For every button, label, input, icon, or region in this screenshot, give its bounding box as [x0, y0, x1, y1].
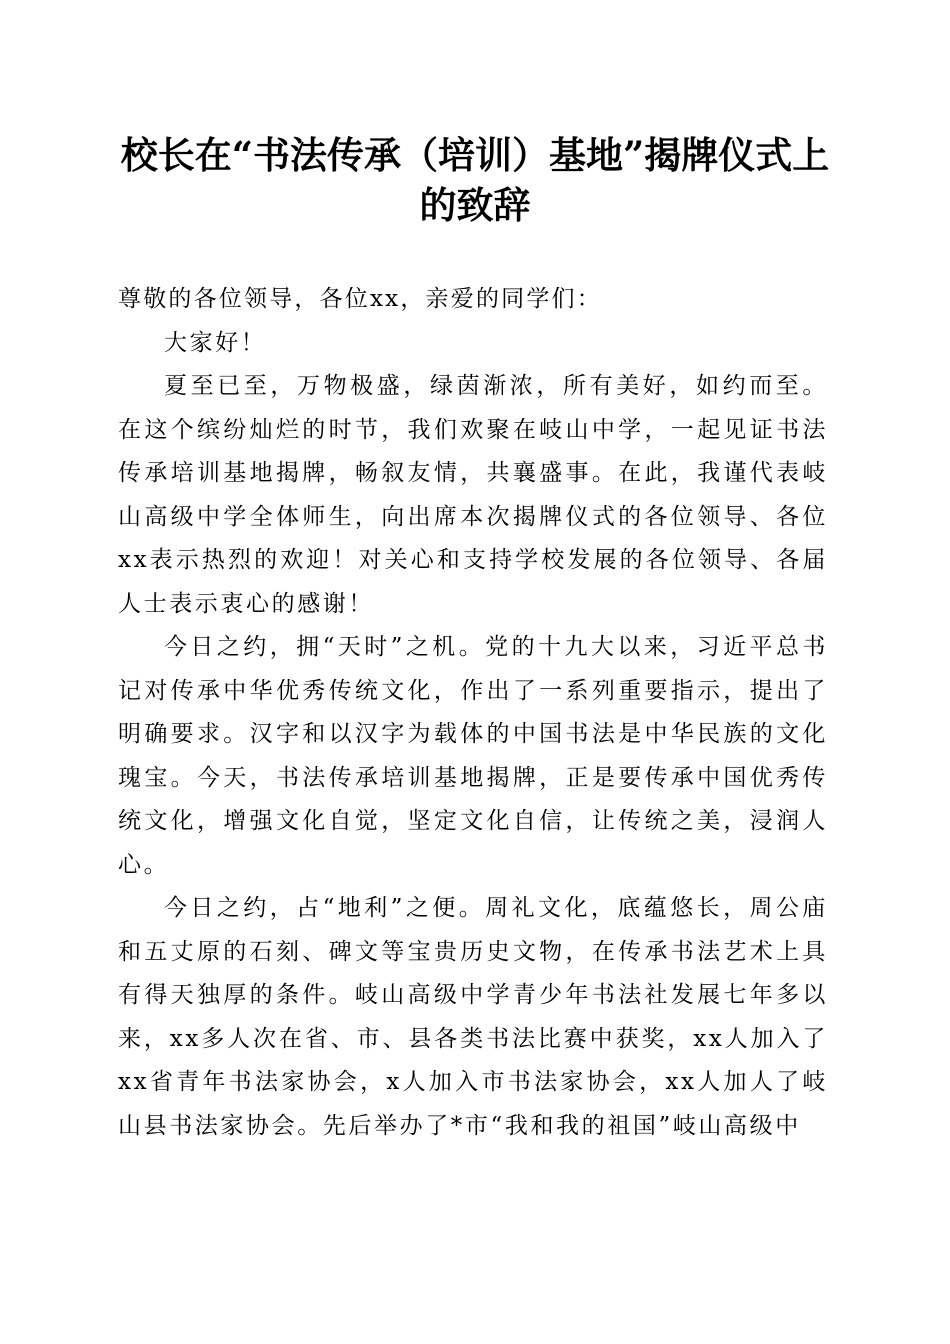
document-body	[118, 278, 828, 1148]
document-title	[110, 130, 840, 230]
paragraph-tianshi: 今日之约，拥“天时”之机。党的十九大以来，习近平总书记对传承中华优秀传统文化，作出了一系列重要指示，提出了明确要求。汉字和以汉字为载体的中国书法是中华民族的文化瑰宝。今天，书法传承培训基地揭牌，正是要传承中国优秀传统文化，增强文化自觉，坚定文化自信，让传统之美，浸润人心。	[118, 634, 828, 878]
paragraph-greeting: 大家好！	[164, 329, 267, 356]
salutation: 尊敬的各位领导，各位xx，亲爱的同学们：	[118, 286, 602, 312]
paragraph-dili: 今日之约，占“地利”之便。周礼文化，底蕴悠长，周公庙和五丈原的石刻、碑文等宝贵历史文物，在传承书法艺术上具有得天独厚的条件。岐山高级中学青少年书法社发展七年多以来，xx多人次在省、市、县各类书法比赛中获奖，xx人加入了xx省青年书法家协会，x人加入市书法家协会，xx人加人了岐山县书法家协会。先后举办了*市“我和我的祖国”岐山高级中	[118, 895, 828, 1139]
paragraph-opening: 夏至已至，万物极盛，绿茵渐浓，所有美好，如约而至。在这个缤纷灿烂的时节，我们欢聚在岐山中学，一起见证书法传承培训基地揭牌，畅叙友情，共襄盛事。在此，我谨代表岐山高级中学全体师生，向出席本次揭牌仪式的各位领导、各位xx表示热烈的欢迎！对关心和支持学校发展的各位领导、各届人士表示衷心的感谢！	[118, 373, 828, 617]
title-line-2: 的致辞	[419, 183, 531, 227]
title-line-1: 校长在“书法传承（培训）基地”揭牌仪式上	[120, 133, 830, 177]
